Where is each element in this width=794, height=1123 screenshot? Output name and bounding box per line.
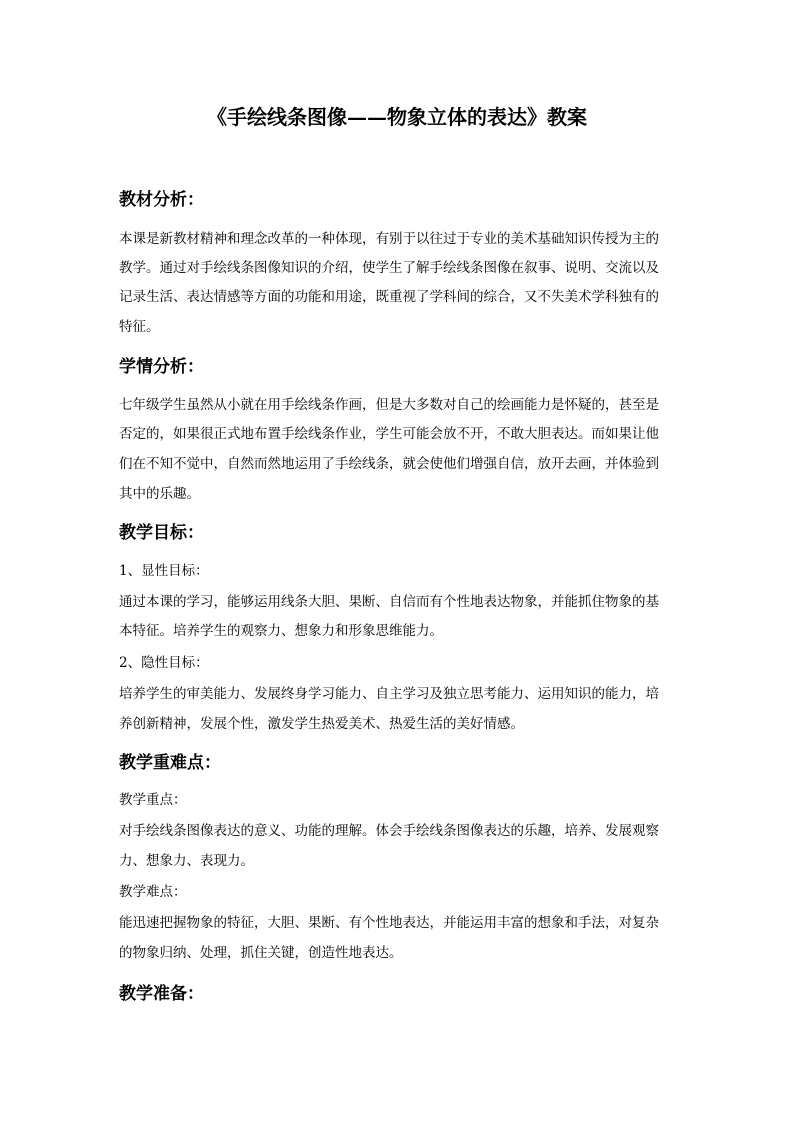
paragraph-line: 教学。通过对手绘线条图像知识的介绍，使学生了解手绘线条图像在叙事、说明、交流以及 (119, 260, 659, 276)
paragraph-line: 养创新精神，发展个性，激发学生热爱美术、热爱生活的美好情感。 (119, 716, 524, 732)
implicit-goal-label: 2、隐性目标： (119, 655, 209, 671)
paragraph-line: 否定的，如果很正式地布置手绘线条作业，学生可能会放不开，不敢大胆表达。而如果让他 (119, 426, 659, 442)
paragraph-line: 七年级学生虽然从小就在用手绘线条作画，但是大多数对自己的绘画能力是怀疑的，甚至是 (119, 397, 659, 413)
paragraph-line: 对手绘线条图像表达的意义、功能的理解。体会手绘线条图像表达的乐趣，培养、发展观察 (119, 823, 659, 839)
paragraph-line: 的物象归纳、处理，抓住关键，创造性地表达。 (119, 945, 403, 961)
paragraph-line: 本课是新教材精神和理念改革的一种体现，有别于以往过于专业的美术基础知识传授为主的 (119, 231, 659, 247)
explicit-goal-label: 1、显性目标： (119, 563, 209, 579)
paragraph-line: 能迅速把握物象的特征，大胆、果断、有个性地表达，并能运用丰富的想象和手法，对复杂 (119, 915, 659, 931)
paragraph-line: 其中的乐趣。 (119, 486, 200, 502)
section-heading-preparation: 教学准备： (119, 984, 204, 1004)
document-title: 《手绘线条图像——物象立体的表达》教案 (207, 105, 587, 129)
paragraph-line: 培养学生的审美能力、发展终身学习能力、自主学习及独立思考能力、运用知识的能力，培 (119, 686, 659, 702)
paragraph-line: 们在不知不觉中，自然而然地运用了手绘线条，就会使他们增强自信，放开去画，并体验到 (119, 456, 659, 472)
paragraph-line: 力、想象力、表现力。 (119, 853, 254, 869)
paragraph-line: 通过本课的学习，能够运用线条大胆、果断、自信而有个性地表达物象，并能抓住物象的基 (119, 594, 659, 610)
paragraph-line: 记录生活、表达情感等方面的功能和用途，既重视了学科间的综合，又不失美术学科独有的 (119, 289, 659, 305)
section-heading-key-points: 教学重难点： (119, 753, 221, 773)
paragraph-line: 特征。 (119, 319, 160, 335)
paragraph-line: 本特征。培养学生的观察力、想象力和形象思维能力。 (119, 623, 443, 639)
section-heading-textbook-analysis: 教材分析： (119, 190, 204, 210)
focus-label: 教学重点： (119, 792, 187, 808)
difficulty-label: 教学难点： (119, 884, 187, 900)
section-heading-teaching-goals: 教学目标： (119, 523, 204, 543)
section-heading-learner-analysis: 学情分析： (119, 357, 204, 377)
